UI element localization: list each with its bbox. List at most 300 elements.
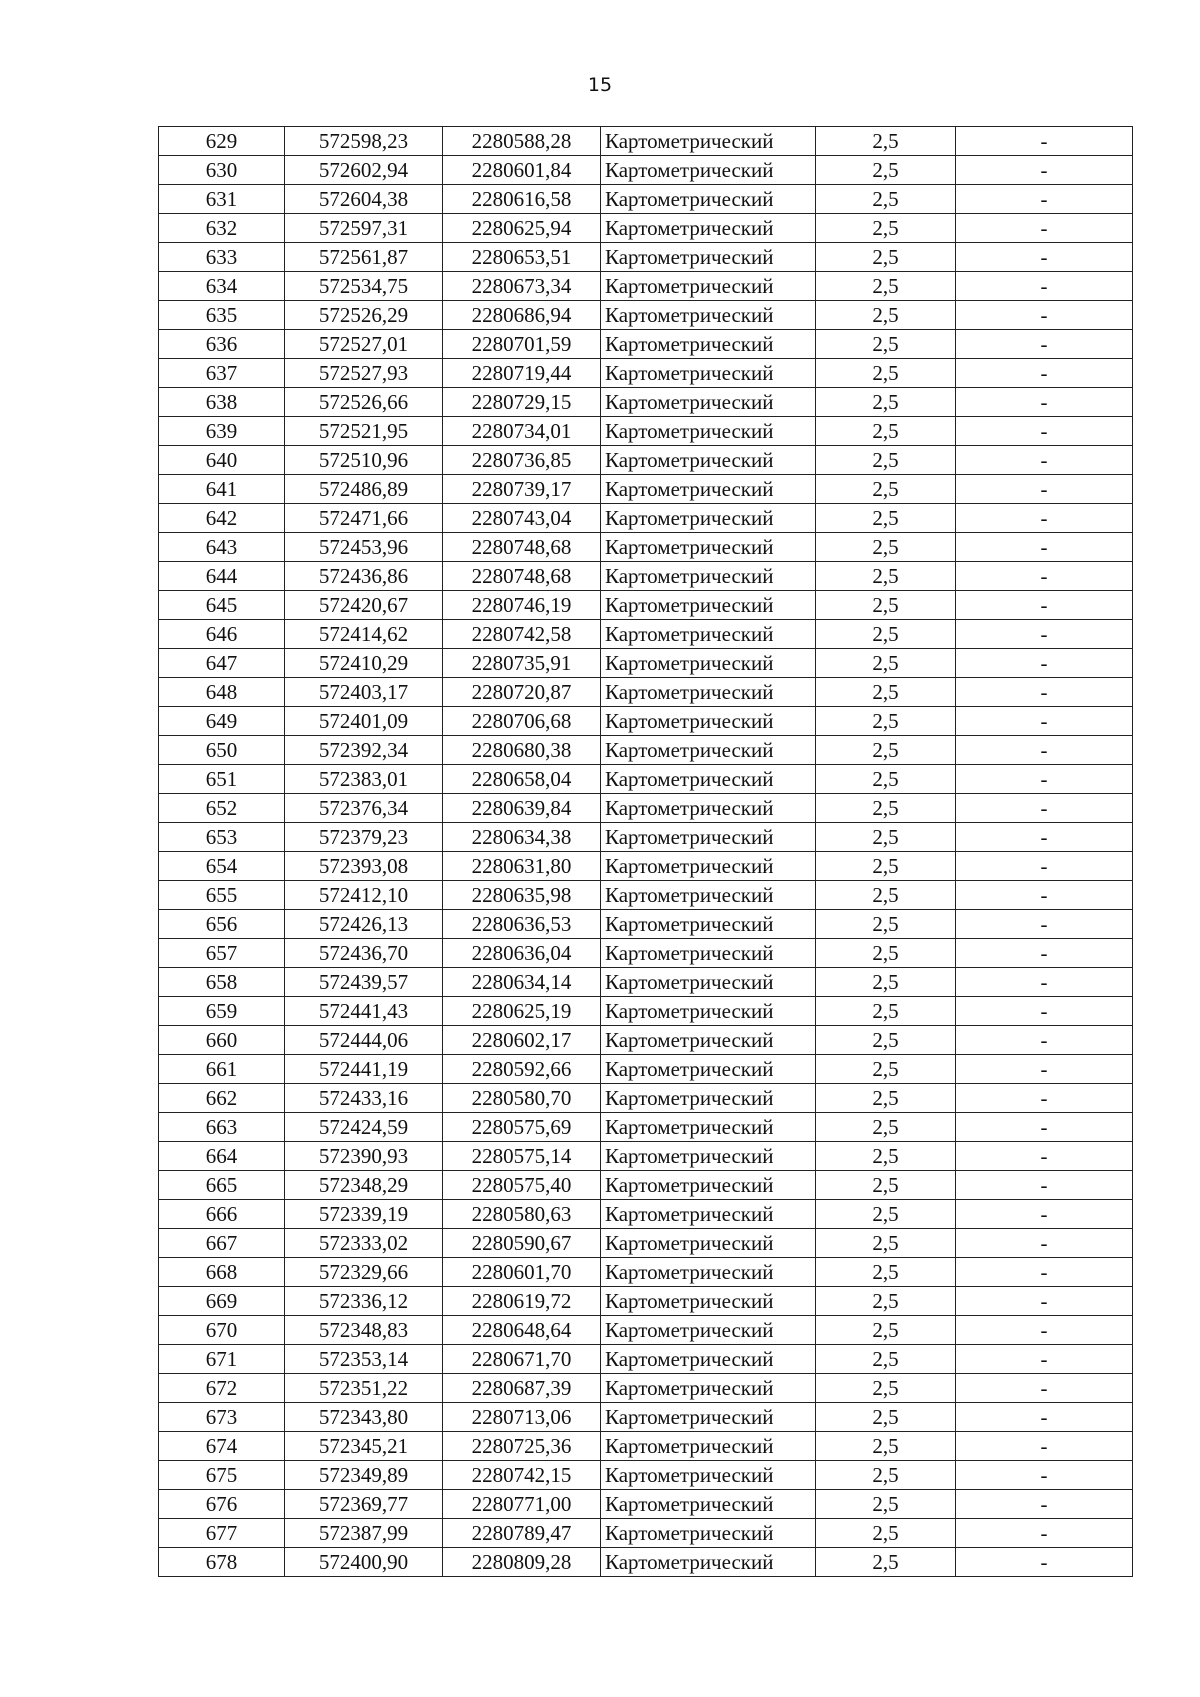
y-coordinate-cell: 2280634,38 [443,823,601,852]
table-row [159,1229,1133,1258]
method-cell: Картометрический [601,823,816,852]
note-cell: - [956,997,1133,1026]
accuracy-cell: 2,5 [816,1258,956,1287]
note-cell: - [956,1229,1133,1258]
accuracy-cell: 2,5 [816,1461,956,1490]
point-number-cell: 629 [159,127,285,156]
note-cell: - [956,127,1133,156]
y-coordinate-cell: 2280748,68 [443,533,601,562]
y-coordinate-cell: 2280771,00 [443,1490,601,1519]
y-coordinate-cell: 2280680,38 [443,736,601,765]
method-cell: Картометрический [601,1432,816,1461]
method-cell: Картометрический [601,562,816,591]
method-cell: Картометрический [601,156,816,185]
table-row [159,330,1133,359]
method-cell: Картометрический [601,1084,816,1113]
x-coordinate-cell: 572392,34 [285,736,443,765]
y-coordinate-cell: 2280636,53 [443,910,601,939]
point-number-cell: 658 [159,968,285,997]
method-cell: Картометрический [601,185,816,214]
point-number-cell: 633 [159,243,285,272]
x-coordinate-cell: 572383,01 [285,765,443,794]
accuracy-cell: 2,5 [816,997,956,1026]
method-cell: Картометрический [601,649,816,678]
y-coordinate-cell: 2280639,84 [443,794,601,823]
point-number-cell: 645 [159,591,285,620]
point-number-cell: 650 [159,736,285,765]
accuracy-cell: 2,5 [816,1084,956,1113]
x-coordinate-cell: 572410,29 [285,649,443,678]
accuracy-cell: 2,5 [816,301,956,330]
point-number-cell: 661 [159,1055,285,1084]
method-cell: Картометрический [601,1229,816,1258]
accuracy-cell: 2,5 [816,185,956,214]
table-row [159,127,1133,156]
x-coordinate-cell: 572376,34 [285,794,443,823]
y-coordinate-cell: 2280575,40 [443,1171,601,1200]
accuracy-cell: 2,5 [816,475,956,504]
table-row [159,475,1133,504]
point-number-cell: 646 [159,620,285,649]
y-coordinate-cell: 2280671,70 [443,1345,601,1374]
table-row [159,1258,1133,1287]
accuracy-cell: 2,5 [816,1200,956,1229]
table-row [159,1374,1133,1403]
method-cell: Картометрический [601,417,816,446]
x-coordinate-cell: 572597,31 [285,214,443,243]
point-number-cell: 643 [159,533,285,562]
note-cell: - [956,1432,1133,1461]
method-cell: Картометрический [601,1026,816,1055]
note-cell: - [956,1171,1133,1200]
method-cell: Картометрический [601,1287,816,1316]
point-number-cell: 637 [159,359,285,388]
point-number-cell: 640 [159,446,285,475]
method-cell: Картометрический [601,533,816,562]
y-coordinate-cell: 2280789,47 [443,1519,601,1548]
note-cell: - [956,533,1133,562]
method-cell: Картометрический [601,475,816,504]
x-coordinate-cell: 572510,96 [285,446,443,475]
point-number-cell: 644 [159,562,285,591]
accuracy-cell: 2,5 [816,156,956,185]
accuracy-cell: 2,5 [816,243,956,272]
method-cell: Картометрический [601,939,816,968]
note-cell: - [956,1519,1133,1548]
accuracy-cell: 2,5 [816,533,956,562]
method-cell: Картометрический [601,1200,816,1229]
accuracy-cell: 2,5 [816,1287,956,1316]
y-coordinate-cell: 2280580,63 [443,1200,601,1229]
y-coordinate-cell: 2280602,17 [443,1026,601,1055]
y-coordinate-cell: 2280625,19 [443,997,601,1026]
method-cell: Картометрический [601,272,816,301]
note-cell: - [956,562,1133,591]
y-coordinate-cell: 2280720,87 [443,678,601,707]
table-row [159,1026,1133,1055]
note-cell: - [956,736,1133,765]
point-number-cell: 642 [159,504,285,533]
accuracy-cell: 2,5 [816,388,956,417]
table-row [159,910,1133,939]
table-row [159,997,1133,1026]
note-cell: - [956,1403,1133,1432]
accuracy-cell: 2,5 [816,272,956,301]
accuracy-cell: 2,5 [816,794,956,823]
accuracy-cell: 2,5 [816,620,956,649]
point-number-cell: 660 [159,1026,285,1055]
point-number-cell: 635 [159,301,285,330]
accuracy-cell: 2,5 [816,591,956,620]
point-number-cell: 639 [159,417,285,446]
x-coordinate-cell: 572598,23 [285,127,443,156]
x-coordinate-cell: 572345,21 [285,1432,443,1461]
table-row [159,1113,1133,1142]
x-coordinate-cell: 572561,87 [285,243,443,272]
accuracy-cell: 2,5 [816,765,956,794]
accuracy-cell: 2,5 [816,678,956,707]
table-row [159,794,1133,823]
accuracy-cell: 2,5 [816,707,956,736]
point-number-cell: 630 [159,156,285,185]
table-row [159,678,1133,707]
accuracy-cell: 2,5 [816,910,956,939]
point-number-cell: 631 [159,185,285,214]
x-coordinate-cell: 572526,66 [285,388,443,417]
point-number-cell: 647 [159,649,285,678]
method-cell: Картометрический [601,1171,816,1200]
note-cell: - [956,678,1133,707]
method-cell: Картометрический [601,881,816,910]
x-coordinate-cell: 572348,83 [285,1316,443,1345]
note-cell: - [956,1055,1133,1084]
note-cell: - [956,1142,1133,1171]
point-number-cell: 664 [159,1142,285,1171]
point-number-cell: 666 [159,1200,285,1229]
method-cell: Картометрический [601,1316,816,1345]
point-number-cell: 670 [159,1316,285,1345]
y-coordinate-cell: 2280601,70 [443,1258,601,1287]
x-coordinate-cell: 572521,95 [285,417,443,446]
method-cell: Картометрический [601,620,816,649]
coordinates-table-body [159,127,1133,1577]
x-coordinate-cell: 572336,12 [285,1287,443,1316]
y-coordinate-cell: 2280746,19 [443,591,601,620]
x-coordinate-cell: 572393,08 [285,852,443,881]
accuracy-cell: 2,5 [816,1142,956,1171]
method-cell: Картометрический [601,1461,816,1490]
table-row [159,504,1133,533]
y-coordinate-cell: 2280739,17 [443,475,601,504]
method-cell: Картометрический [601,1113,816,1142]
note-cell: - [956,359,1133,388]
method-cell: Картометрический [601,330,816,359]
method-cell: Картометрический [601,1055,816,1084]
table-row [159,1490,1133,1519]
page-number: 15 [587,74,613,96]
x-coordinate-cell: 572353,14 [285,1345,443,1374]
method-cell: Картометрический [601,910,816,939]
point-number-cell: 665 [159,1171,285,1200]
y-coordinate-cell: 2280601,84 [443,156,601,185]
x-coordinate-cell: 572333,02 [285,1229,443,1258]
note-cell: - [956,1374,1133,1403]
table-row [159,533,1133,562]
table-row [159,736,1133,765]
x-coordinate-cell: 572339,19 [285,1200,443,1229]
accuracy-cell: 2,5 [816,1548,956,1577]
accuracy-cell: 2,5 [816,1345,956,1374]
method-cell: Картометрический [601,852,816,881]
point-number-cell: 667 [159,1229,285,1258]
point-number-cell: 668 [159,1258,285,1287]
x-coordinate-cell: 572471,66 [285,504,443,533]
x-coordinate-cell: 572403,17 [285,678,443,707]
table-row [159,765,1133,794]
note-cell: - [956,1345,1133,1374]
x-coordinate-cell: 572379,23 [285,823,443,852]
note-cell: - [956,939,1133,968]
note-cell: - [956,156,1133,185]
x-coordinate-cell: 572436,86 [285,562,443,591]
accuracy-cell: 2,5 [816,1229,956,1258]
x-coordinate-cell: 572390,93 [285,1142,443,1171]
accuracy-cell: 2,5 [816,1113,956,1142]
method-cell: Картометрический [601,446,816,475]
method-cell: Картометрический [601,1519,816,1548]
point-number-cell: 663 [159,1113,285,1142]
note-cell: - [956,1026,1133,1055]
x-coordinate-cell: 572412,10 [285,881,443,910]
method-cell: Картометрический [601,678,816,707]
point-number-cell: 638 [159,388,285,417]
point-number-cell: 662 [159,1084,285,1113]
note-cell: - [956,330,1133,359]
table-row [159,1055,1133,1084]
table-row [159,591,1133,620]
table-row [159,388,1133,417]
note-cell: - [956,1258,1133,1287]
note-cell: - [956,823,1133,852]
note-cell: - [956,620,1133,649]
x-coordinate-cell: 572526,29 [285,301,443,330]
table-row [159,1171,1133,1200]
x-coordinate-cell: 572433,16 [285,1084,443,1113]
y-coordinate-cell: 2280653,51 [443,243,601,272]
table-row [159,185,1133,214]
method-cell: Картометрический [601,736,816,765]
y-coordinate-cell: 2280625,94 [443,214,601,243]
y-coordinate-cell: 2280734,01 [443,417,601,446]
method-cell: Картометрический [601,1490,816,1519]
accuracy-cell: 2,5 [816,359,956,388]
point-number-cell: 673 [159,1403,285,1432]
accuracy-cell: 2,5 [816,823,956,852]
table-row [159,823,1133,852]
point-number-cell: 672 [159,1374,285,1403]
x-coordinate-cell: 572441,43 [285,997,443,1026]
point-number-cell: 677 [159,1519,285,1548]
point-number-cell: 657 [159,939,285,968]
accuracy-cell: 2,5 [816,330,956,359]
point-number-cell: 648 [159,678,285,707]
method-cell: Картометрический [601,765,816,794]
y-coordinate-cell: 2280580,70 [443,1084,601,1113]
x-coordinate-cell: 572439,57 [285,968,443,997]
note-cell: - [956,881,1133,910]
point-number-cell: 659 [159,997,285,1026]
table-row [159,649,1133,678]
accuracy-cell: 2,5 [816,852,956,881]
x-coordinate-cell: 572369,77 [285,1490,443,1519]
note-cell: - [956,1113,1133,1142]
note-cell: - [956,1200,1133,1229]
note-cell: - [956,446,1133,475]
x-coordinate-cell: 572436,70 [285,939,443,968]
x-coordinate-cell: 572414,62 [285,620,443,649]
note-cell: - [956,1316,1133,1345]
x-coordinate-cell: 572401,09 [285,707,443,736]
note-cell: - [956,1548,1133,1577]
y-coordinate-cell: 2280701,59 [443,330,601,359]
method-cell: Картометрический [601,214,816,243]
x-coordinate-cell: 572348,29 [285,1171,443,1200]
method-cell: Картометрический [601,1142,816,1171]
note-cell: - [956,301,1133,330]
table-row [159,620,1133,649]
note-cell: - [956,910,1133,939]
method-cell: Картометрический [601,707,816,736]
note-cell: - [956,388,1133,417]
x-coordinate-cell: 572400,90 [285,1548,443,1577]
point-number-cell: 632 [159,214,285,243]
x-coordinate-cell: 572527,93 [285,359,443,388]
table-row [159,1287,1133,1316]
accuracy-cell: 2,5 [816,881,956,910]
note-cell: - [956,1084,1133,1113]
y-coordinate-cell: 2280706,68 [443,707,601,736]
y-coordinate-cell: 2280742,15 [443,1461,601,1490]
table-row [159,1519,1133,1548]
y-coordinate-cell: 2280616,58 [443,185,601,214]
table-row [159,881,1133,910]
y-coordinate-cell: 2280635,98 [443,881,601,910]
table-row [159,214,1133,243]
table-row [159,562,1133,591]
y-coordinate-cell: 2280743,04 [443,504,601,533]
accuracy-cell: 2,5 [816,504,956,533]
table-row [159,1432,1133,1461]
x-coordinate-cell: 572534,75 [285,272,443,301]
table-row [159,1548,1133,1577]
y-coordinate-cell: 2280729,15 [443,388,601,417]
table-row [159,359,1133,388]
note-cell: - [956,417,1133,446]
y-coordinate-cell: 2280575,14 [443,1142,601,1171]
note-cell: - [956,1490,1133,1519]
x-coordinate-cell: 572420,67 [285,591,443,620]
accuracy-cell: 2,5 [816,1403,956,1432]
x-coordinate-cell: 572424,59 [285,1113,443,1142]
note-cell: - [956,649,1133,678]
x-coordinate-cell: 572486,89 [285,475,443,504]
note-cell: - [956,475,1133,504]
accuracy-cell: 2,5 [816,649,956,678]
note-cell: - [956,1287,1133,1316]
table-row [159,1142,1133,1171]
y-coordinate-cell: 2280687,39 [443,1374,601,1403]
accuracy-cell: 2,5 [816,214,956,243]
method-cell: Картометрический [601,591,816,620]
x-coordinate-cell: 572527,01 [285,330,443,359]
y-coordinate-cell: 2280719,44 [443,359,601,388]
method-cell: Картометрический [601,1258,816,1287]
point-number-cell: 655 [159,881,285,910]
x-coordinate-cell: 572329,66 [285,1258,443,1287]
accuracy-cell: 2,5 [816,968,956,997]
accuracy-cell: 2,5 [816,1316,956,1345]
note-cell: - [956,707,1133,736]
y-coordinate-cell: 2280634,14 [443,968,601,997]
note-cell: - [956,243,1133,272]
accuracy-cell: 2,5 [816,446,956,475]
x-coordinate-cell: 572426,13 [285,910,443,939]
accuracy-cell: 2,5 [816,1374,956,1403]
x-coordinate-cell: 572453,96 [285,533,443,562]
method-cell: Картометрический [601,1548,816,1577]
method-cell: Картометрический [601,243,816,272]
method-cell: Картометрический [601,997,816,1026]
point-number-cell: 671 [159,1345,285,1374]
x-coordinate-cell: 572441,19 [285,1055,443,1084]
accuracy-cell: 2,5 [816,1171,956,1200]
table-row [159,1200,1133,1229]
note-cell: - [956,1461,1133,1490]
table-row [159,417,1133,446]
note-cell: - [956,185,1133,214]
point-number-cell: 656 [159,910,285,939]
point-number-cell: 678 [159,1548,285,1577]
y-coordinate-cell: 2280742,58 [443,620,601,649]
y-coordinate-cell: 2280658,04 [443,765,601,794]
method-cell: Картометрический [601,127,816,156]
y-coordinate-cell: 2280673,34 [443,272,601,301]
y-coordinate-cell: 2280631,80 [443,852,601,881]
note-cell: - [956,272,1133,301]
accuracy-cell: 2,5 [816,562,956,591]
y-coordinate-cell: 2280575,69 [443,1113,601,1142]
note-cell: - [956,968,1133,997]
table-row [159,243,1133,272]
y-coordinate-cell: 2280725,36 [443,1432,601,1461]
y-coordinate-cell: 2280619,72 [443,1287,601,1316]
x-coordinate-cell: 572351,22 [285,1374,443,1403]
y-coordinate-cell: 2280648,64 [443,1316,601,1345]
y-coordinate-cell: 2280736,85 [443,446,601,475]
table-row [159,1403,1133,1432]
y-coordinate-cell: 2280588,28 [443,127,601,156]
x-coordinate-cell: 572343,80 [285,1403,443,1432]
point-number-cell: 651 [159,765,285,794]
y-coordinate-cell: 2280590,67 [443,1229,601,1258]
accuracy-cell: 2,5 [816,417,956,446]
note-cell: - [956,504,1133,533]
note-cell: - [956,852,1133,881]
table-row [159,1461,1133,1490]
point-number-cell: 669 [159,1287,285,1316]
table-row [159,156,1133,185]
y-coordinate-cell: 2280748,68 [443,562,601,591]
